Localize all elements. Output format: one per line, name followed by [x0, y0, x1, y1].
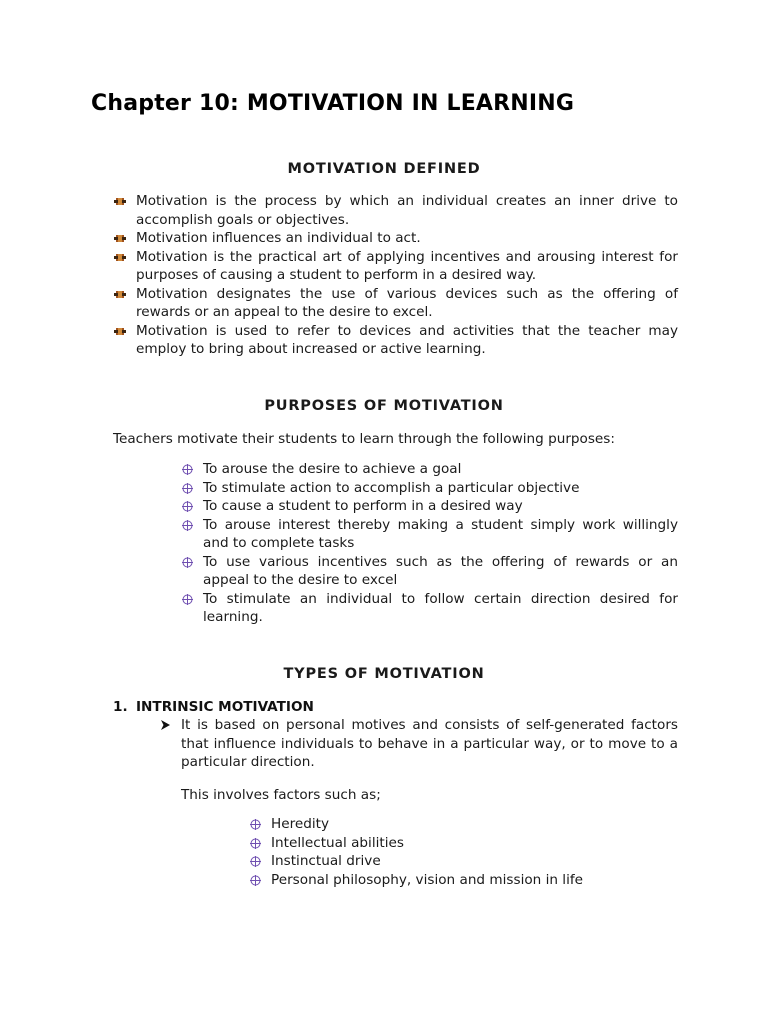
section-heading-types: TYPES OF MOTIVATION [283, 666, 485, 682]
square-bullet-icon [114, 234, 126, 243]
factors-list [271, 815, 671, 889]
chapter-title: Chapter 10: MOTIVATION IN LEARNING [91, 91, 575, 116]
list-item-text: Motivation is used to refer to devices and activities that the teacher may employ to bring about increased or active learning. [136, 322, 678, 357]
list-item-text: Motivation designates the use of various devices such as the offering of rewards or an appeal to the desire to excel. [136, 285, 678, 320]
list-item-text: It is based on personal motives and consists of self-generated factors that influence individuals to behave in a particular way, or to move to a particular direction. [181, 717, 678, 770]
list-item [203, 497, 678, 516]
arrowhead-icon [161, 720, 170, 730]
list-item-text: To cause a student to perform in a desired way [203, 498, 523, 514]
list-item-text: Personal philosophy, vision and mission in life [271, 871, 584, 888]
crosshair-circle-icon [182, 557, 193, 568]
square-bullet-icon [114, 327, 126, 336]
list-item [203, 460, 678, 479]
list-item [136, 285, 678, 322]
square-bullet-icon [114, 197, 126, 206]
intrinsic-points-list [181, 716, 678, 772]
list-item-text: Motivation is the practical art of applying incentives and arousing interest for purposes of causing a student to perform in a desired way. [136, 248, 678, 283]
definition-list [136, 192, 678, 359]
crosshair-circle-icon [182, 594, 193, 605]
list-item-text: Motivation is the process by which an individual creates an inner drive to accomplish goals or objectives. [136, 193, 678, 228]
square-bullet-icon [114, 290, 126, 299]
list-item-text: Intellectual abilities [271, 834, 404, 851]
crosshair-circle-icon [182, 464, 193, 475]
list-item [271, 834, 671, 853]
crosshair-circle-icon [250, 838, 261, 849]
list-item [203, 479, 678, 498]
list-item [271, 852, 671, 871]
list-item [136, 248, 678, 285]
purposes-intro: Teachers motivate their students to learn through the following purposes: [113, 431, 615, 447]
crosshair-circle-icon [182, 501, 193, 512]
list-item-text: Instinctual drive [271, 853, 381, 869]
list-item [271, 815, 671, 834]
square-bullet-icon [114, 253, 126, 262]
section-heading-defined: MOTIVATION DEFINED [287, 161, 481, 177]
list-item [271, 871, 671, 890]
list-item [181, 716, 678, 772]
involves-text: This involves factors such as; [181, 787, 381, 803]
list-item-text: To use various incentives such as the offering of rewards or an appeal to the desire to excel [203, 553, 678, 588]
list-item-text: To arouse interest thereby making a student simply work willingly and to complete tasks [203, 516, 678, 551]
list-item [136, 192, 678, 229]
crosshair-circle-icon [250, 875, 261, 886]
purposes-list [203, 460, 678, 627]
type-number: 1. [113, 699, 128, 715]
crosshair-circle-icon [250, 819, 261, 830]
section-heading-purposes: PURPOSES OF MOTIVATION [264, 398, 504, 414]
crosshair-circle-icon [182, 483, 193, 494]
list-item-text: Motivation influences an individual to act. [136, 230, 421, 246]
crosshair-circle-icon [182, 520, 193, 531]
list-item [203, 553, 678, 590]
list-item [203, 590, 678, 627]
list-item-text: To stimulate action to accomplish a particular objective [203, 479, 580, 496]
list-item [203, 516, 678, 553]
list-item-text: To arouse the desire to achieve a goal [203, 461, 462, 477]
list-item [136, 322, 678, 359]
list-item-text: To stimulate an individual to follow certain direction desired for learning. [203, 590, 678, 625]
list-item-text: Heredity [271, 816, 330, 832]
crosshair-circle-icon [250, 856, 261, 867]
type-title: INTRINSIC MOTIVATION [136, 699, 314, 715]
type-heading-intrinsic [113, 699, 314, 715]
list-item [136, 229, 678, 248]
